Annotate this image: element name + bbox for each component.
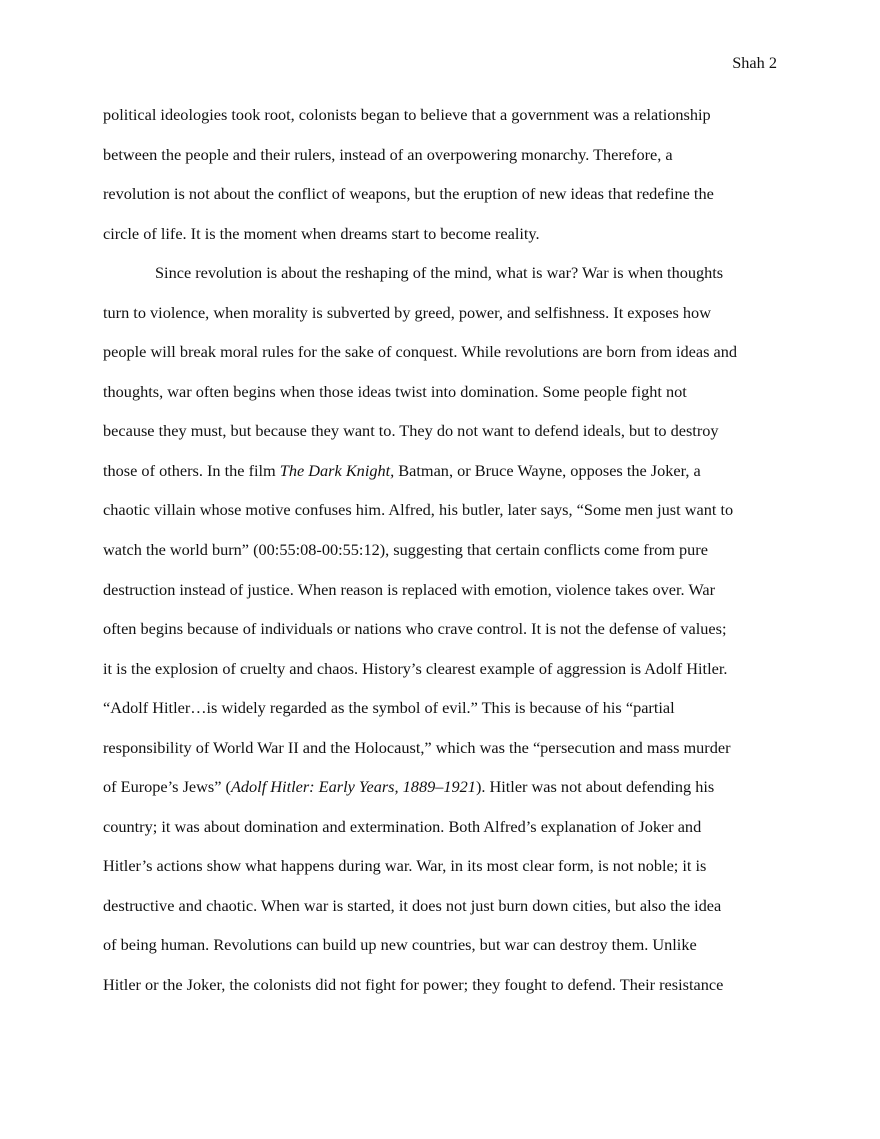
text-line (103, 697, 783, 737)
text-segment: of Europe’s Jews” ( (103, 777, 231, 797)
text-segment: responsibility of World War II and the Holocaust,” which was the “persecution and mass murder (103, 737, 731, 757)
text-segment: Hitler or the Joker, the colonists did not fight for power; they fought to defend. Their resistance (103, 975, 724, 995)
essay-body (103, 104, 783, 1014)
text-line (103, 499, 783, 539)
text-segment: chaotic villain whose motive confuses him. Alfred, his butler, later says, “Some men just want to (103, 500, 734, 520)
text-line (103, 776, 783, 816)
text-line (103, 420, 783, 460)
text-segment: watch the world burn” (00:55:08-00:55:12), suggesting that certain conflicts come from pure (103, 540, 708, 560)
text-segment: political ideologies took root, colonists began to believe that a government was a relationship (103, 105, 711, 124)
text-line (103, 934, 783, 974)
text-line (103, 460, 783, 500)
text-line (103, 737, 783, 777)
text-segment: revolution is not about the conflict of weapons, but the eruption of new ideas that redefine the (103, 184, 714, 204)
text-segment: country; it was about domination and extermination. Both Alfred’s explanation of Joker and (103, 816, 702, 836)
text-segment: circle of life. It is the moment when dreams start to become reality. (103, 223, 540, 243)
text-line (103, 183, 783, 223)
text-segment: ). Hitler was not about defending his (475, 777, 715, 797)
text-segment: it is the explosion of cruelty and chaos. History’s clearest example of aggression is Adolf Hitler. (103, 658, 728, 678)
text-segment: Batman, or Bruce Wayne, opposes the Joker, a (394, 460, 701, 480)
text-segment: “Adolf Hitler…is widely regarded as the symbol of evil.” This is because of his “partial (103, 698, 675, 718)
paragraph-first-line (103, 262, 783, 302)
text-line (103, 816, 783, 856)
text-segment: turn to violence, when morality is subverted by greed, power, and selfishness. It exposes how (103, 302, 711, 322)
text-segment: thoughts, war often begins when those ideas twist into domination. Some people fight not (103, 381, 687, 401)
text-segment: often begins because of individuals or nations who crave control. It is not the defense of values; (103, 619, 727, 639)
text-line (103, 658, 783, 698)
text-segment: people will break moral rules for the sake of conquest. While revolutions are born from ideas and (103, 342, 738, 362)
text-line (103, 302, 783, 342)
text-segment: Since revolution is about the reshaping of the mind, what is war? War is when thoughts (155, 263, 724, 283)
text-segment: those of others. In the film (103, 460, 280, 480)
text-line (103, 895, 783, 935)
text-segment: destructive and chaotic. When war is started, it does not just burn down cities, but also the idea (103, 895, 722, 915)
italic-title-text: The Dark Knight, (279, 460, 395, 480)
text-segment: destruction instead of justice. When reason is replaced with emotion, violence takes over. War (103, 579, 716, 599)
text-line (103, 144, 783, 184)
text-segment: between the people and their rulers, instead of an overpowering monarchy. Therefore, a (103, 144, 673, 164)
text-segment: because they must, but because they want to. They do not want to defend ideals, but to destroy (103, 421, 719, 441)
text-segment: of being human. Revolutions can build up new countries, but war can destroy them. Unlike (103, 935, 697, 955)
text-line (103, 618, 783, 658)
text-line (103, 104, 783, 144)
text-line (103, 974, 783, 1014)
text-line (103, 381, 783, 421)
text-line (103, 579, 783, 619)
text-line (103, 223, 783, 263)
text-line (103, 539, 783, 579)
text-line (103, 341, 783, 381)
running-head: Shah 2 (732, 53, 777, 72)
italic-title-text: Adolf Hitler: Early Years, 1889–1921 (230, 777, 476, 797)
text-segment: Hitler’s actions show what happens during war. War, in its most clear form, is not noble; it is (103, 856, 707, 876)
text-line (103, 855, 783, 895)
